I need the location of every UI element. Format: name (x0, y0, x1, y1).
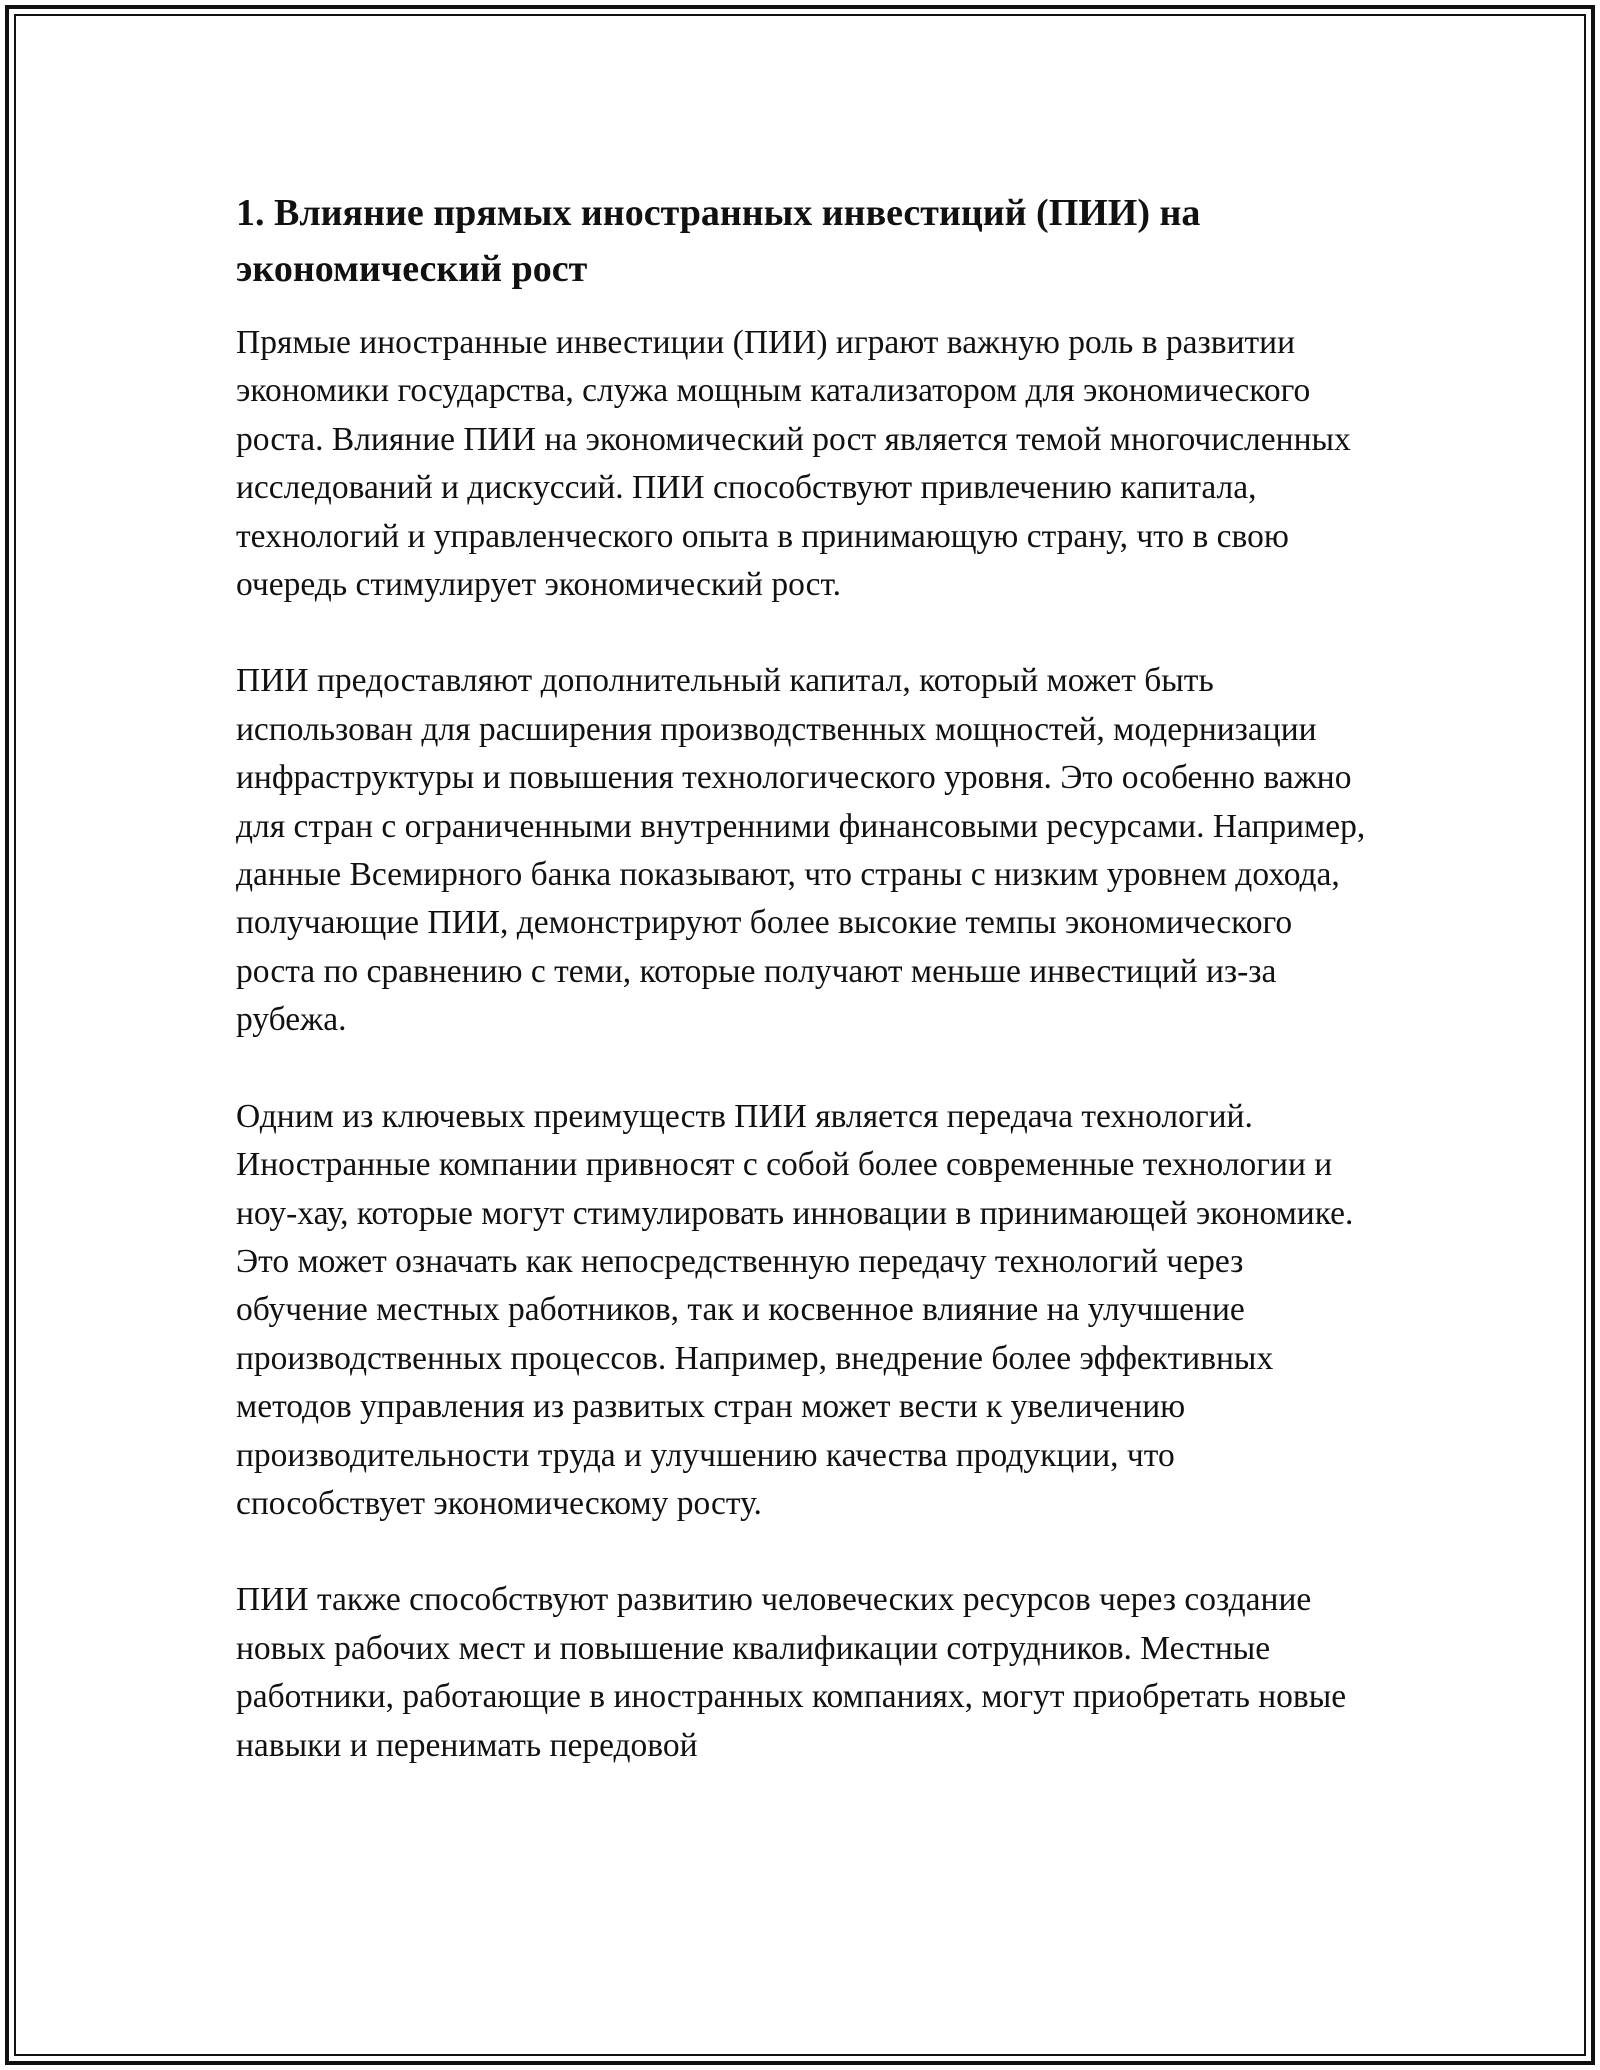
paragraph-3: Одним из ключевых преимуществ ПИИ является передача технологий. Иностранные компании привносят с собой более современные технологии и ноу-хау, которые могут стимулировать инновации в принимающей экономике. Это может означать как непосредственную передачу технологий через обучение местных работников, так и косвенное влияние на улучшение производственных процессов. Например, внедрение более эффективных методов управления из развитых стран может вести к увеличению производительности труда и улучшению качества продукции, что способствует экономическому росту. (236, 1097, 1354, 1522)
section-heading: 1. Влияние прямых иностранных инвестиций (ПИИ) на экономический рост (236, 192, 1201, 290)
paragraph-4: ПИИ также способствуют развитию человеческих ресурсов через создание новых рабочих мест и повышение квалификации сотрудников. Местные работники, работающие в иностранных компаниях, могут приобретать новые навыки и перенимать передовой (236, 1581, 1347, 1764)
document-page (236, 185, 1371, 1770)
paragraph-1: Прямые иностранные инвестиции (ПИИ) играют важную роль в развитии экономики государства, служа мощным катализатором для экономического роста. Влияние ПИИ на экономический рост является темой многочисленных исследований и дискуссий. ПИИ способствуют привлечению капитала, технологий и управленческого опыта в принимающую страну, что в свою очередь стимулирует экономический рост. (236, 324, 1351, 604)
paragraph-2: ПИИ предоставляют дополнительный капитал, который может быть использован для расширения производственных мощностей, модернизации инфраструктуры и повышения технологического уровня. Это особенно важно для стран с ограниченными внутренними финансовыми ресурсами. Например, данные Всемирного банка показывают, что страны с низким уровнем дохода, получающие ПИИ, демонстрируют более высокие темпы экономического роста по сравнению с теми, которые получают меньше инвестиций из-за рубежа. (236, 662, 1366, 1039)
